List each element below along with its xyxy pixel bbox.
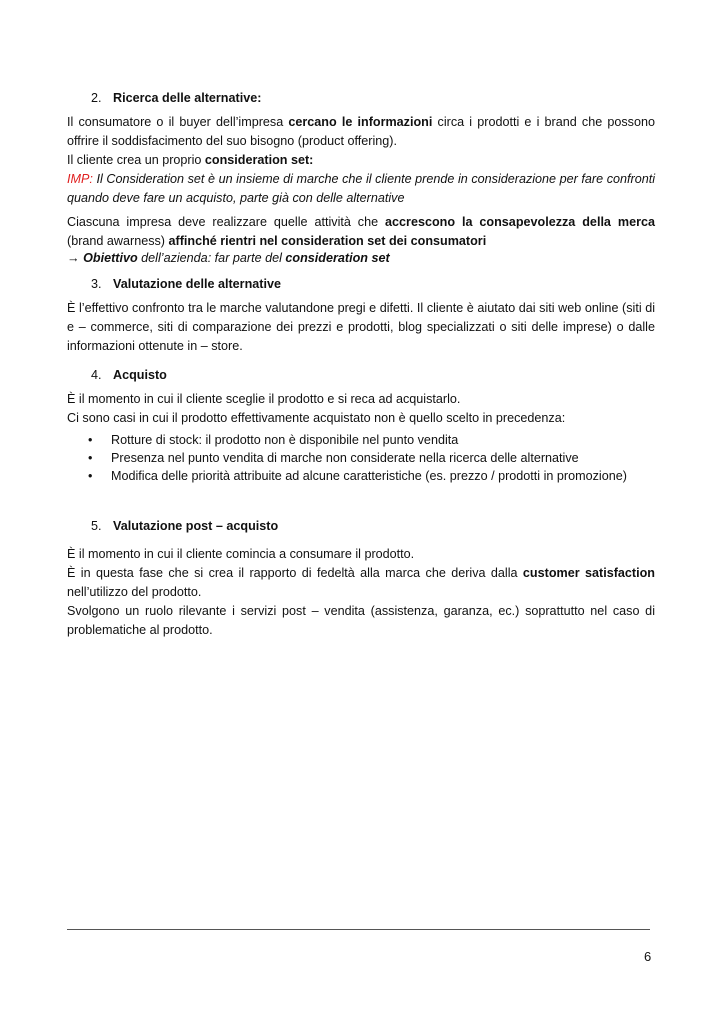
paragraph-after-sales xyxy=(67,602,655,640)
section-number: 2. xyxy=(91,91,102,105)
paragraph-consideration-set xyxy=(67,151,655,170)
text-run: È in questa fase che si crea il rapporto di fedeltà alla marca che deriva dalla xyxy=(67,566,523,580)
imp-label: IMP: xyxy=(67,172,93,186)
list-item-text: Presenza nel punto vendita di marche non considerate nella ricerca delle alternative xyxy=(111,451,579,465)
note-imp xyxy=(67,170,655,208)
bold-text: Obiettivo xyxy=(83,251,138,265)
section-title: Valutazione post – acquisto xyxy=(113,519,279,533)
section-heading-3 xyxy=(91,277,281,291)
paragraph-brand-awareness xyxy=(67,213,655,251)
text-run: dell’azienda: far parte del xyxy=(137,251,286,265)
text-run: Il cliente crea un proprio xyxy=(67,153,205,167)
text-run: È il momento in cui il cliente comincia a consumare il prodotto. xyxy=(67,547,415,561)
text-run: Il consumatore o il buyer dell’impresa xyxy=(67,115,289,129)
section-title: Ricerca delle alternative: xyxy=(113,91,262,105)
bold-text: customer satisfaction xyxy=(522,566,655,580)
section-heading-4 xyxy=(91,368,167,382)
bold-text: consideration set xyxy=(285,251,390,265)
text-run: È l’effettivo confronto tra le marche valutandone pregi e difetti. Il cliente è aiutato dai siti web online (siti di e – commerce, siti di comparazione dei prezzi e prodotti, blog specializzati o siti delle imprese) o dalle informazioni ottenute in – store. xyxy=(67,301,655,353)
section-number: 4. xyxy=(91,368,102,382)
text-run: Ciascuna impresa deve realizzare quelle attività che xyxy=(67,215,386,229)
list-item-text: Rotture di stock: il prodotto non è disponibile nel punto vendita xyxy=(111,433,459,447)
bold-text: cercano le informazioni xyxy=(288,115,433,129)
page-number: 6 xyxy=(644,949,652,964)
list-item xyxy=(88,467,627,485)
section-title: Acquisto xyxy=(113,368,167,382)
bullet-list xyxy=(88,431,627,485)
bullet-icon: • xyxy=(88,451,93,465)
bold-text: accrescono la consapevolezza della merca xyxy=(385,215,655,229)
text-run: circa i prodotti e i brand che possono offrire il soddisfacimento del suo bisogno (product offering). xyxy=(67,115,655,148)
arrow-icon: → xyxy=(67,251,84,265)
section-heading-2 xyxy=(91,91,261,105)
text-run: (brand awarness) xyxy=(67,234,169,248)
paragraph-customer-satisfaction xyxy=(67,564,655,602)
section-number: 5. xyxy=(91,519,102,533)
section-heading-5 xyxy=(91,519,278,533)
section-title: Valutazione delle alternative xyxy=(113,277,281,291)
footer-divider xyxy=(67,929,650,930)
list-item xyxy=(88,449,627,467)
bullet-icon: • xyxy=(88,433,93,447)
bold-text: consideration set: xyxy=(204,153,314,167)
paragraph-information-search xyxy=(67,113,655,151)
list-item-text: Modifica delle priorità attribuite ad alcune caratteristiche (es. prezzo / prodotti in promozione) xyxy=(111,469,627,483)
imp-text: Il Consideration set è un insieme di marche che il cliente prende in considerazione per fare confronti quando deve fare un acquisto, parte già con delle alternative xyxy=(67,172,655,205)
text-run: nell’utilizzo del prodotto. xyxy=(67,585,202,599)
bullet-icon: • xyxy=(88,469,93,483)
section-number: 3. xyxy=(91,277,102,291)
text-line: È il momento in cui il cliente sceglie il prodotto e si reca ad acquistarlo. xyxy=(67,392,461,406)
text-run: Svolgono un ruolo rilevante i servizi post – vendita (assistenza, garanza, ec.) soprattutto nel caso di problematiche al prodotto. xyxy=(67,604,655,637)
list-item xyxy=(88,431,627,449)
paragraph-evaluation xyxy=(67,299,655,356)
paragraph-purchase xyxy=(67,390,655,428)
text-line: Ci sono casi in cui il prodotto effettivamente acquistato non è quello scelto in precedenza: xyxy=(67,411,566,425)
bold-text: affinché rientri nel consideration set dei consumatori xyxy=(168,234,487,248)
paragraph-post-purchase-intro xyxy=(67,545,655,564)
objective-line xyxy=(67,249,655,268)
